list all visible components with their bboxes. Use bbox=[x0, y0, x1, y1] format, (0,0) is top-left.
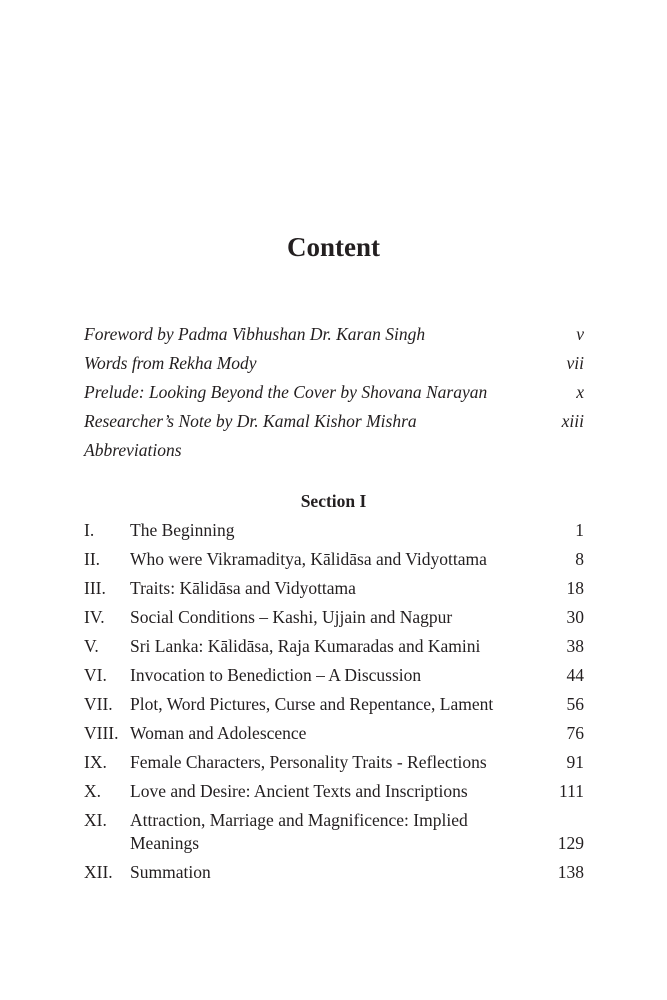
chapter-page: 91 bbox=[566, 752, 584, 772]
chapter-item bbox=[84, 777, 584, 806]
front-matter-title: Foreword by Padma Vibhushan Dr. Karan Singh bbox=[84, 324, 426, 344]
front-matter-item bbox=[84, 407, 584, 436]
chapter-page: 1 bbox=[575, 520, 584, 540]
front-matter-title: Prelude: Looking Beyond the Cover by Shovana Narayan bbox=[84, 382, 488, 402]
chapter-number: VI. bbox=[84, 665, 107, 685]
chapter-page: 8 bbox=[575, 549, 584, 569]
front-matter-title: Researcher’s Note by Dr. Kamal Kishor Mishra bbox=[84, 411, 417, 431]
front-matter-item bbox=[84, 320, 584, 349]
chapter-title: Traits: Kālidāsa and Vidyottama bbox=[130, 578, 356, 598]
chapter-number: I. bbox=[84, 520, 95, 540]
chapter-item bbox=[84, 632, 584, 661]
chapter-page: 18 bbox=[566, 578, 584, 598]
chapter-number: X. bbox=[84, 781, 102, 801]
chapter-number: VII. bbox=[84, 694, 113, 714]
front-matter-title: Words from Rekha Mody bbox=[84, 353, 257, 373]
front-matter-title: Abbreviations bbox=[84, 440, 182, 460]
chapter-item bbox=[84, 690, 584, 719]
chapter-list bbox=[84, 516, 584, 887]
chapter-item bbox=[84, 719, 584, 748]
front-matter-list bbox=[84, 320, 584, 465]
front-matter-page: v bbox=[576, 324, 584, 344]
chapter-title: Love and Desire: Ancient Texts and Inscriptions bbox=[130, 781, 468, 801]
chapter-page: 44 bbox=[566, 665, 584, 685]
chapter-page: 111 bbox=[559, 781, 584, 801]
chapter-page: 138 bbox=[557, 862, 584, 882]
front-matter-page: x bbox=[576, 382, 584, 402]
chapter-item bbox=[84, 603, 584, 632]
chapter-item bbox=[84, 545, 584, 574]
chapter-page: 76 bbox=[566, 723, 584, 743]
chapter-title: Woman and Adolescence bbox=[130, 723, 307, 743]
front-matter-item bbox=[84, 378, 584, 407]
chapter-title: Sri Lanka: Kālidāsa, Raja Kumaradas and Kamini bbox=[130, 636, 481, 656]
chapter-item bbox=[84, 858, 584, 887]
section-heading: Section I bbox=[300, 491, 367, 511]
chapter-number: XII. bbox=[84, 862, 113, 882]
chapter-page: 56 bbox=[566, 694, 584, 714]
chapter-number: IV. bbox=[84, 607, 105, 627]
chapter-item bbox=[84, 516, 584, 545]
front-matter-page: vii bbox=[566, 353, 584, 373]
chapter-number: III. bbox=[84, 578, 106, 598]
chapter-item bbox=[84, 661, 584, 690]
chapter-number: II. bbox=[84, 549, 101, 569]
chapter-title: Female Characters, Personality Traits - Reflections bbox=[130, 752, 487, 772]
chapter-item bbox=[84, 574, 584, 603]
chapter-page: 30 bbox=[566, 607, 584, 627]
chapter-page: 38 bbox=[566, 636, 584, 656]
chapter-number: XI. bbox=[84, 810, 107, 830]
front-matter-item bbox=[84, 436, 584, 465]
chapter-item bbox=[84, 748, 584, 777]
chapter-title: The Beginning bbox=[130, 520, 235, 540]
chapter-number: IX. bbox=[84, 752, 107, 772]
page-title: Content bbox=[287, 232, 380, 262]
chapter-number: VIII. bbox=[84, 723, 119, 743]
chapter-title: Invocation to Benediction – A Discussion bbox=[130, 665, 422, 685]
chapter-page: 129 bbox=[557, 833, 584, 853]
chapter-title: Who were Vikramaditya, Kālidāsa and Vidyottama bbox=[130, 549, 487, 569]
chapter-number: V. bbox=[84, 636, 99, 656]
front-matter-item bbox=[84, 349, 584, 378]
chapter-title: Plot, Word Pictures, Curse and Repentance, Lament bbox=[130, 694, 494, 714]
front-matter-page: xiii bbox=[561, 411, 584, 431]
chapter-title: Attraction, Marriage and Magnificence: Implied Meanings bbox=[130, 810, 468, 853]
chapter-title: Social Conditions – Kashi, Ujjain and Nagpur bbox=[130, 607, 453, 627]
chapter-item bbox=[84, 806, 584, 858]
chapter-title: Summation bbox=[130, 862, 211, 882]
